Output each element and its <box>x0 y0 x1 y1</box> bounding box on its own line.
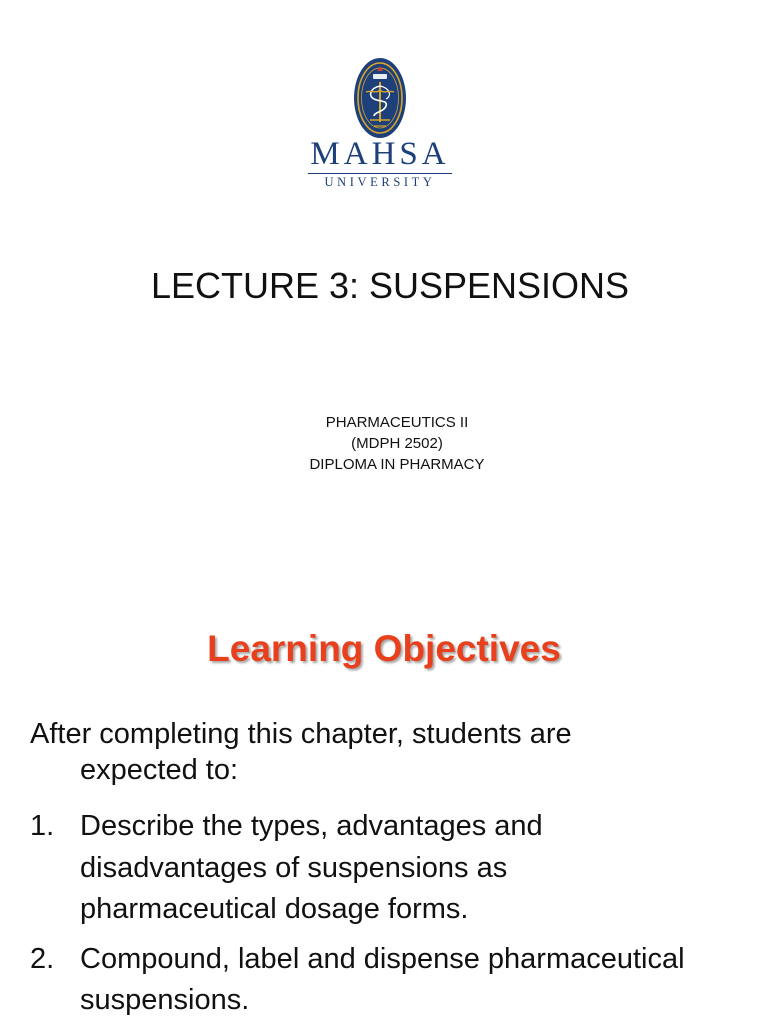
logo-divider <box>308 173 452 174</box>
logo-subtitle: UNIVERSITY <box>324 175 436 189</box>
course-code: (MDPH 2502) <box>351 435 443 452</box>
intro-line-continued: expected to: <box>80 754 238 786</box>
objective-number: 1. <box>30 810 55 842</box>
university-seal-icon <box>352 56 408 140</box>
course-name: PHARMACEUTICS II <box>325 414 469 431</box>
objective-item <box>30 939 750 1022</box>
objectives-list <box>30 806 750 1024</box>
lecture-title: LECTURE 3: SUSPENSIONS <box>150 265 630 306</box>
objective-item <box>30 806 750 931</box>
objective-line: Describe the types, advantages and <box>80 810 543 842</box>
logo-wordmark: MAHSA <box>310 136 450 172</box>
mahsa-university-logo <box>300 52 460 192</box>
objectives-intro <box>30 716 740 788</box>
objective-line: disadvantages of suspensions as <box>80 851 508 884</box>
objective-number: 2. <box>30 942 55 975</box>
program-name: DIPLOMA IN PHARMACY <box>309 456 485 473</box>
objective-line: Compound, label and dispense pharmaceutical <box>80 942 685 975</box>
course-info <box>0 412 768 475</box>
objectives-heading: Learning Objectives <box>207 628 561 669</box>
objective-line: suspensions. <box>80 984 250 1016</box>
intro-line: After completing this chapter, students are <box>30 718 572 750</box>
objective-line: pharmaceutical dosage forms. <box>80 893 469 925</box>
